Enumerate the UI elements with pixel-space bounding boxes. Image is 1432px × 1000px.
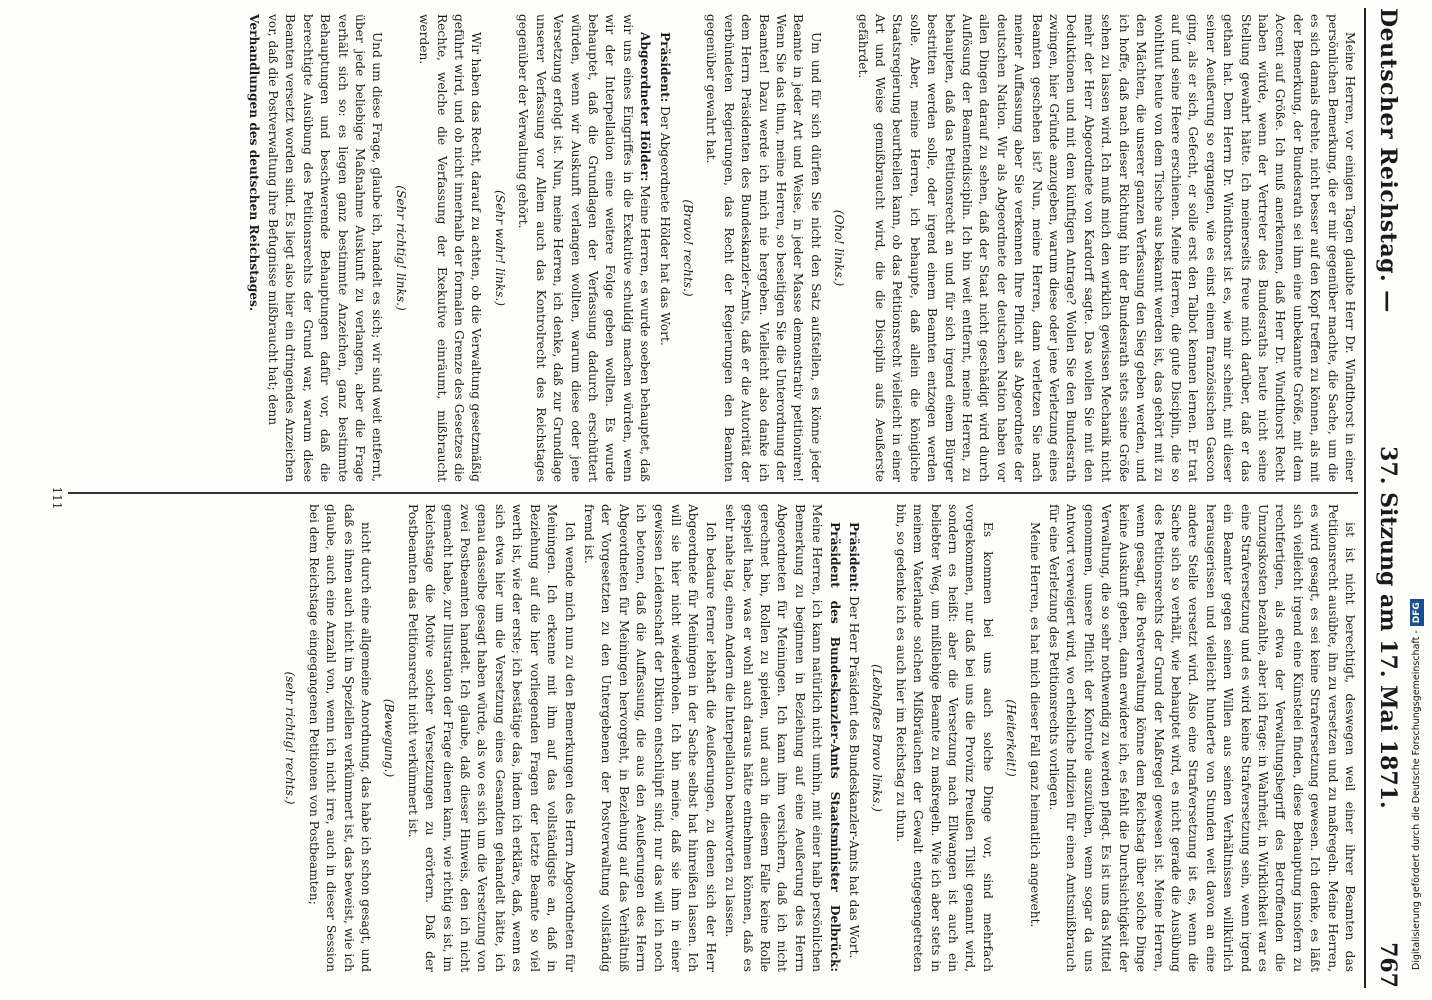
interjection: (Sehr richtig! links.) — [393, 185, 408, 311]
speech-paragraph — [514, 14, 653, 482]
column-divider — [68, 492, 1358, 494]
text-columns — [68, 8, 1358, 988]
header-session: 37. Sitzung am 17. Mai 1871. — [1375, 446, 1401, 809]
page-marker: 111 — [50, 486, 64, 510]
speaker-label: Präsident des Bundeskanzler-Amts Staatsminister Delbrück: — [827, 522, 842, 972]
paragraph: Wir haben das Recht, darauf zu achten, ob die Verwaltung gesetzmäßig geführt wird, und ob nicht innerhalb der formalen Grenze des Gesetzes die Rechte, welche die Verfassung der Exekutive einräumt, mißbraucht werden. — [417, 14, 484, 482]
speech-paragraph — [721, 504, 843, 972]
paragraph: Ich wende mich nun zu den Bemerkungen des Herrn Abgeordneten für Meiningen. Ich erkenne mit ihm auf das vollständigste an, daß in Beziehung auf die hier vorliegenden Fragen der letzte Beamte so viel werth ist, wie der erste; ich bestätige das, indem ich erkläre, daß, wenn es sich etwa hier um die Versetzung eines Gesandten gehandelt hätte, ich genau dasselbe gesagt haben würde, als wo es sich um die Versetzung von zwei Postbeamten handelt. Ich glaube, daß dieser Hinweis, den ich nicht gemacht habe, zur Illustration der Frage dienen kann, wie richtig es ist, im Reichstage die Motive solcher Versetzungen zu erörtern. Daß der Postbeamten das Petitionsrecht nicht verkümmert ist. — [405, 504, 577, 972]
speech-text: Meine Herren, ich kann natürlich nicht umhin, mit einer halb persönlichen Bemerkung zu beginnen in Beziehung auf eine Aeußerung des Herrn Abgeordneten für Meiningen. Ich kann ihm versichern, daß ich nicht gerechnet bin, Rollen zu spielen, und auch in diesem Falle keine Rolle gespielt habe, was er wohl auch daraus hätte entnehmen können, daß es sehr nahe lag, einen Andern die Interpellation beantworten zu lassen. — [723, 504, 825, 972]
paragraph: Meine Herren, vor einigen Tagen glaubte Herr Dr. Windthorst in einer persönlichen Bemerkung, die er mir gegenüber machte, die Sache, um die es sich damals drehte, nicht besser auf den Kopf treffen zu können, als mit der Bemerkung, der Bundesrath sei ihm eine unbekannte Größe, mit dem Accent auf Größe. Ich muß anerkennen, daß Herr Dr. Windthorst Recht haben würde, wenn der Vertreter des Bundesraths heute nicht seine Stellung gewahrt hätte. Ich meinerseits freue mich darüber, daß er das gethan hat. Dem Herrn Dr. Windthorst ist es, wie mir scheint, mit dieser seiner Aeußerung so ergangen, wie es einst einem französischen Gascon ging, als er sich, Gefecht, er solle erst den Talbot kennen lernen. Er trat auf und seine Heere erschienen. Meine Herren, die gute Disciplin, die so wohlthut heute von dem Tische aus bekannt werden ist, das gehört mit zu den Mächten, die unserer ganzen Verfassung den Sieg geben werden, und ich hoffe, daß nach dieser Richtung hin der Bundesrath stets seine Größe sehen zu lassen wird. Ich muß mich den wirklich gewissen Mechanik nicht mehr der Herr Abgeordnete von Kardorff sagte. Das wollen Sie mit den Deduktionen und mit dem künftigen Antrage? Wollen Sie den Bundesrath zwingen, hier Gründe anzugeben, warum diese oder jene Verletzung eines Beamten geschehen ist? Nun, meine Herren, dann verletzen Sie nach meiner Auffassung aber Sie verkennen Ihre Pflicht als Abgeordnete der deutschen Nation. Wir als Abgeordnete der deutschen Nation haben vor allen Dingen darauf zu sehen, daß der Staat nicht geschädigt wird durch Auflösung der Beamtendisciplin. Ich bin weit entfernt, meine Herren, zu behaupten, daß das Petitionsrecht an und für sich irgend einem Bürger bestritten werden solle, oder irgend einem Beamten entzogen werden solle. Aber, meine Herren, ich behaupte, daß allein die königliche Staatsregierung beurtheilen kann, ob das Petitionsrecht vielleicht in einer Art und Weise gemißbraucht wird, die die Disciplin aufs Aeußerste gefährdet. — [855, 14, 1357, 482]
interjection: (Bewegung.) — [382, 698, 397, 778]
paragraph: ist ist nicht berechtigt, deswegen weil einer ihrer Beamten das Petitionsrecht ausübte, ihn zu versetzen und zu maßregeln. Meine Herren, es wird gesagt, es sei keine Strafversetzung gewesen. Ich denke, es läßt sich vielleicht irgend eine Künstelei finden, diese Behauptung insofern zu rechtfertigen, als etwa der Verwaltungsbegriff des Betroffenden die Umzugskosten bezahlte, aber ich frage: in Wahrheit, in Wirklichkeit war es eine Strafversetzung und es wird keine Strafversetzung sein, wenn irgend ein Beamter gegen seinen Willen aus seinen Verhältnissen willkürlich herausgerissen und vielleicht hunderte von Stunden weit davon an eine andere Stelle versetzt wird. Also eine Strafversetzung ist es, wenn die Sache sich so verhält, wie behauptet wird, es nicht gerade die Ausübung des Petitionsrechts der Grund der Maßregel gewesen ist. Meine Herren, wenn gesagt, die Postverwaltung könne dem Reichstag über solche Dinge keine Auskunft geben, dann erwidere ich, es fehlt die Durchsichtigkeit der Verwaltung, die so sehr nothwendig zu werden pflegt. Es ist uns das Mittel genommen, unsere Pflicht der Kontrole auszuüben, wenn sogar da uns Antwort verweigert wird, wo erhebliche Indizien für einen Amtsmißbrauch für eine Verletzung des Petitionsrechts vorliegen. — [1047, 504, 1357, 972]
paragraph: Und um diese Frage, glaube ich, handelt es sich; wir sind weit entfernt, über jede beliebige Maßnahme Auskunft zu verlangen, aber die Frage verhält sich so: es liegen ganz bestimmte Anzeichen, ganz bestimmte Behauptungen und beschwerende Behauptungen dafür vor, daß die berechtigte Ausübung des Petitionsrechts der Grund war, warum diese Beamten versetzt worden sind. Es liegt also hier ein dringendes Anzeichen vor, daß die Postverwaltung ihre Befugnisse mißbraucht hat; denn — [266, 14, 385, 482]
speaker-label: Abgeordneter Hölder: — [638, 32, 653, 182]
digitization-note-text-wrap — [1404, 30, 1430, 970]
digitization-note-text: Digitalisierung gefördert durch die Deutsche Forschungsgemeinschaft - — [1411, 630, 1422, 970]
remark-text: Der Abgeordnete Hölder hat das Wort. — [657, 106, 672, 346]
paragraph: Um und für sich dürfen Sie nicht den Satz aufstellen, es könne jeder Beamte in jeder Art und Weise, in jeder Masse demonstrativ petitioniren! Wenn Sie das thun, meine Herren, so beseitigen Sie die Unterordnung der Beamten! Dazu werde ich mich nie hergeben. Vielleicht also danke ich dem Herrn Präsidenten des Bundeskanzler-Amts, daß er die Autorität der verbündeten Regierungen, das Recht der Regierungen den Beamten gegenüber gewahrt hat. — [704, 14, 823, 482]
interjection: (Bravo! rechts.) — [680, 199, 695, 297]
digitization-note — [1404, 30, 1430, 970]
footer-title: Verhandlungen des deutschen Reichstages. — [246, 14, 261, 312]
interjection: (Sehr wahr! links.) — [492, 190, 507, 306]
interjection: (Heiterkeit!) — [1004, 699, 1019, 777]
speaker-label: Präsident: — [657, 32, 672, 103]
left-column — [68, 8, 1358, 488]
paragraph: nicht durch eine allgemeine Anordnung, das habe ich schon gesagt, und daß es ihnen auch nicht im Speziellen verkümmert ist, das beweist, wie ich glaube, auch eine Anzahl von, wenn ich nicht irre, auch in dieser Session bei dem Reichstage eingegangenen Petitionen von Postbeamten; — [306, 504, 374, 972]
president-remark — [655, 14, 672, 482]
right-column — [68, 498, 1358, 978]
paragraph: Es kommen bei uns auch solche Dinge vor, sind mehrfach vorgekommen, nur daß bei uns die Provinz Preußen Tilsit genannt wird, sondern es heißt: aber die Versetzung nach Ellwangen ist auch ein beliebter Weg, um mißliebige Beamte zu maßregeln. Wie ich aber stets in meinem Vaterlande solchen Mißbräuchen der Gewalt entgegengetreten bin, so gedenke ich es auch hier im Reichstag zu thun. — [893, 504, 995, 972]
header-publication: Deutscher Reichstag. — — [1375, 8, 1401, 313]
interjection: (sehr richtig! rechts.) — [283, 671, 298, 805]
dfg-logo: DFG — [1410, 599, 1424, 626]
header-page-number: 767 — [1375, 942, 1401, 988]
interjection: (Oho! links.) — [832, 209, 847, 287]
remark-text: Der Herr Präsident des Bundeskanzler-Amts hat das Wort. — [847, 596, 862, 959]
president-remark — [845, 504, 862, 972]
paragraph: Meine Herren, es hat mich dieser Fall ganz heimatlich angeweht. — [1027, 522, 1042, 928]
interjection: (Lebhaftes Bravo links.) — [870, 664, 885, 812]
rotated-page-content — [40, 8, 1410, 988]
speaker-label: Präsident: — [847, 522, 862, 593]
paragraph: Ich bedaure ferner lebhaft die Aeußerungen, zu denen sich der Herr Abgeordnete für Meiningen in der Sache selbst hat hinreißen lassen. Ich will sie hier nicht wiederholen. Ich bin meine, daß sie ihm in einer gewissen Leidenschaft der Diktion entschlüpft sind; nur das will ich noch ich betonen, daß die Auffassung, die aus den Aeußerungen des Herrn Abgeordneten für Meiningen hervorgeht, in Beziehung auf das Verhältniß der Vorgesetzten zu den Untergebenen der Postverwaltung vollständig fremd ist. — [581, 504, 718, 972]
speech-text: Meine Herren, es wurde soeben behauptet, daß wir uns eines Eingriffes in die Exekutive schuldig machen würden, wenn wir der Interpellation eine weitere Folge geben wollten. Es wurde behauptet, daß die Grundlagen der Verfassung dadurch erschüttert würden, wenn wir Auskunft verlangen wollten, warum diese oder jene Versetzung erfolgt ist. Nun, meine Herren, ich denke, daß zur Grundlage unserer Verfassung vor Allem auch das Kontrolrecht des Reichstages gegenüber der Verwaltung gehört. — [516, 14, 653, 482]
